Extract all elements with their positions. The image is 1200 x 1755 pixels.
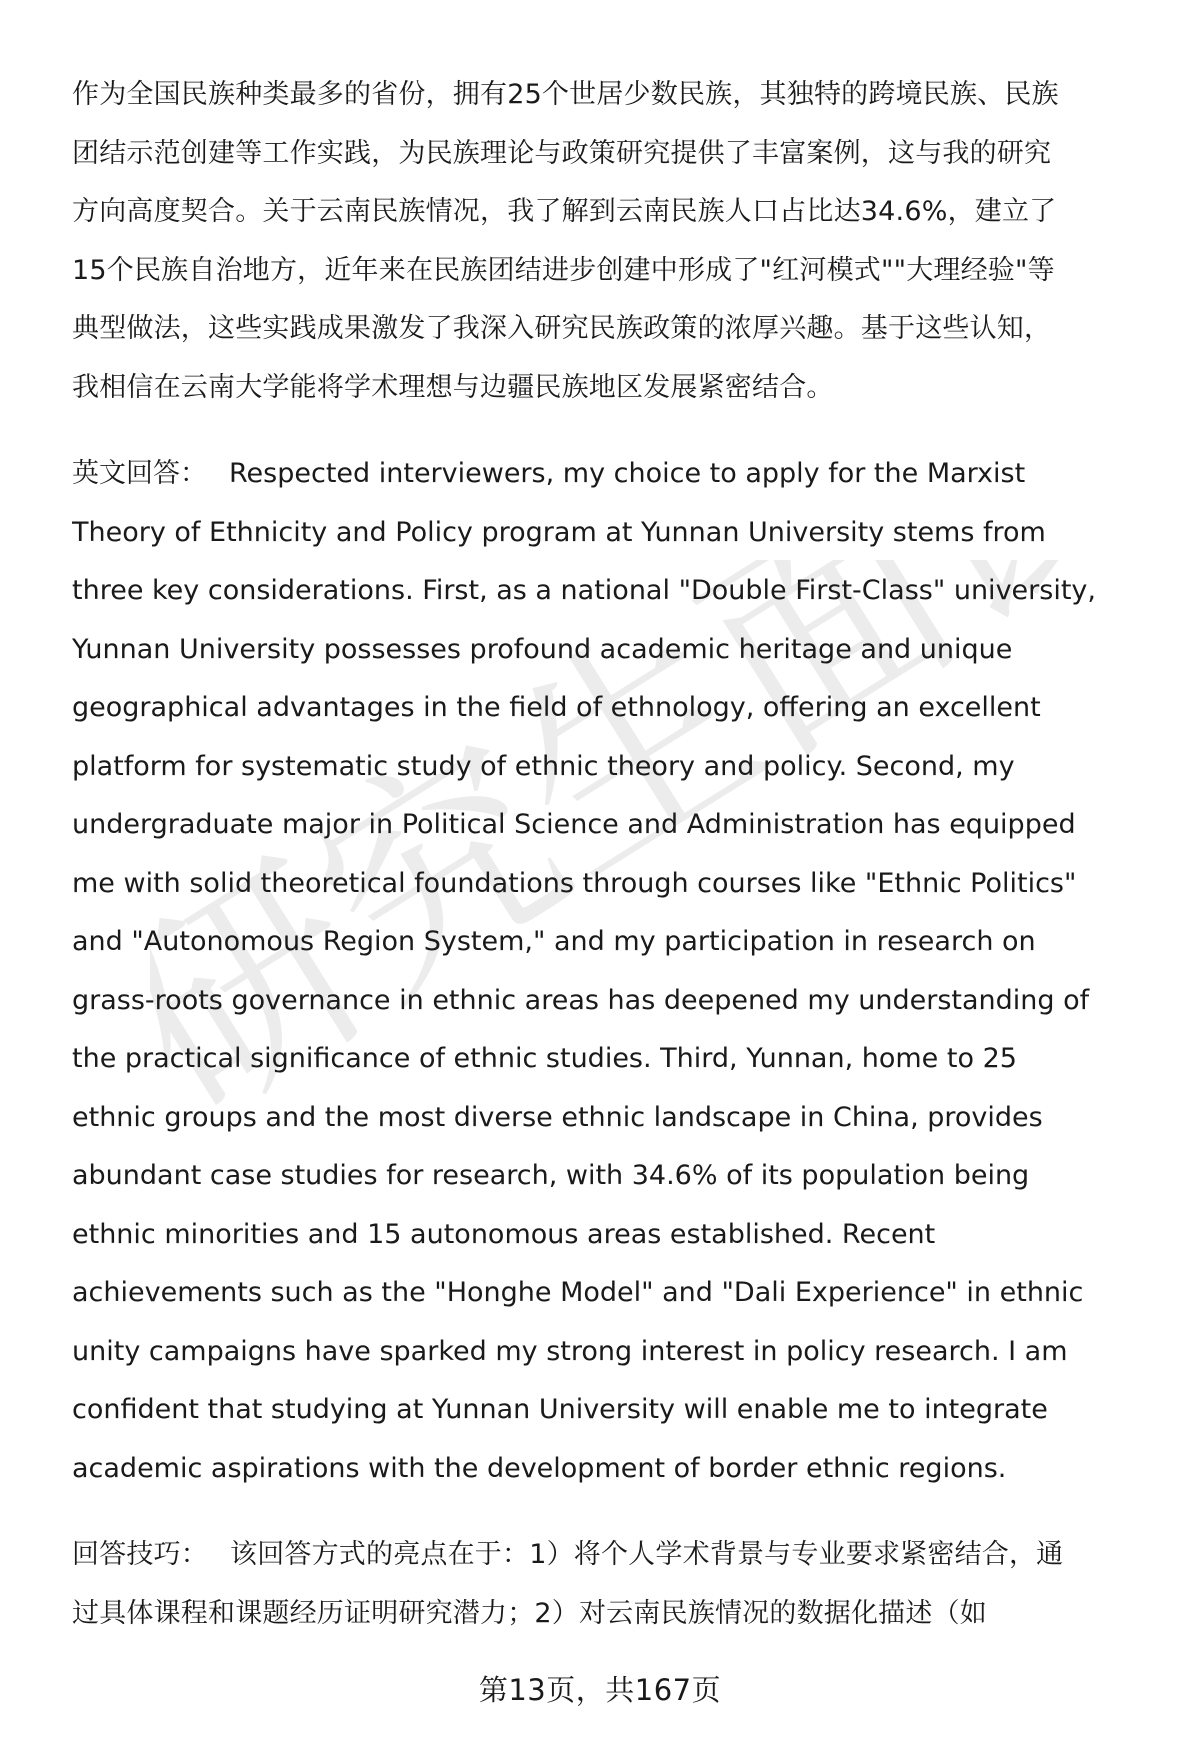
text-line: unity campaigns have sparked my strong interest in policy research. I am: [72, 1335, 1068, 1367]
text-line: 团结示范创建等工作实践，为民族理论与政策研究提供了丰富案例，这与我的研究: [72, 137, 1052, 169]
watermark-text: 研究生面试: [150, 560, 1100, 1167]
text-line: 15个民族自治地方，近年来在民族团结进步创建中形成了"红河模式""大理经验"等: [72, 254, 1055, 286]
text-line: achievements such as the "Honghe Model" and "Dali Experience" in ethnic: [72, 1277, 1084, 1308]
text-line: three key considerations. First, as a national "Double First-Class" university,: [72, 575, 1096, 606]
text-line-first: [72, 445, 1152, 504]
document-page: [72, 66, 1152, 1643]
text-line: academic aspirations with the development of border ethnic regions.: [72, 1452, 1007, 1484]
chinese-answer-paragraph: [72, 66, 1152, 417]
text-line-first: [72, 1526, 1152, 1585]
english-answer-paragraph: [72, 445, 1152, 1498]
text-line: 典型做法，这些实践成果激发了我深入研究民族政策的浓厚兴趣。基于这些认知，: [72, 313, 1052, 344]
text-line: ethnic minorities and 15 autonomous areas established. Recent: [72, 1218, 936, 1250]
text-line: undergraduate major in Political Science and Administration has equipped: [72, 809, 1076, 840]
page-number-footer: 第13页，共167页: [478, 1673, 722, 1707]
text-line: me with solid theoretical foundations through courses like "Ethnic Politics": [72, 867, 1077, 899]
text-line: 作为全国民族种类最多的省份，拥有25个世居少数民族，其独特的跨境民族、民族: [72, 79, 1059, 110]
text-line: platform for systematic study of ethnic theory and policy. Second, my: [72, 750, 1015, 782]
text-line: Respected interviewers, my choice to apply for the Marxist: [229, 458, 1026, 489]
text-line: 该回答方式的亮点在于：1）将个人学术背景与专业要求紧密结合，通: [230, 1539, 1064, 1570]
text-line: geographical advantages in the field of ethnology, offering an excellent: [72, 692, 1041, 723]
text-line: confident that studying at Yunnan University will enable me to integrate: [72, 1394, 1048, 1425]
text-line: 我相信在云南大学能将学术理想与边疆民族地区发展紧密结合。: [72, 371, 834, 403]
english-answer-label: 英文回答：: [72, 458, 207, 489]
text-line: the practical significance of ethnic studies. Third, Yunnan, home to 25: [72, 1043, 1017, 1074]
answer-tips-label: 回答技巧：: [72, 1539, 208, 1570]
text-line: abundant case studies for research, with 34.6% of its population being: [72, 1160, 1030, 1191]
text-line: Theory of Ethnicity and Policy program at Yunnan University stems from: [72, 516, 1046, 548]
text-line: grass-roots governance in ethnic areas has deepened my understanding of: [72, 984, 1090, 1016]
text-line: ethnic groups and the most diverse ethnic landscape in China, provides: [72, 1101, 1043, 1133]
text-line: Yunnan University possesses profound academic heritage and unique: [72, 633, 1013, 665]
text-line: 过具体课程和课题经历证明研究潜力；2）对云南民族情况的数据化描述（如: [72, 1597, 987, 1629]
text-line: 方向高度契合。关于云南民族情况，我了解到云南民族人口占比达34.6%，建立了: [72, 196, 1057, 227]
text-line: and "Autonomous Region System," and my participation in research on: [72, 926, 1036, 957]
answer-tips-paragraph: [72, 1526, 1152, 1643]
